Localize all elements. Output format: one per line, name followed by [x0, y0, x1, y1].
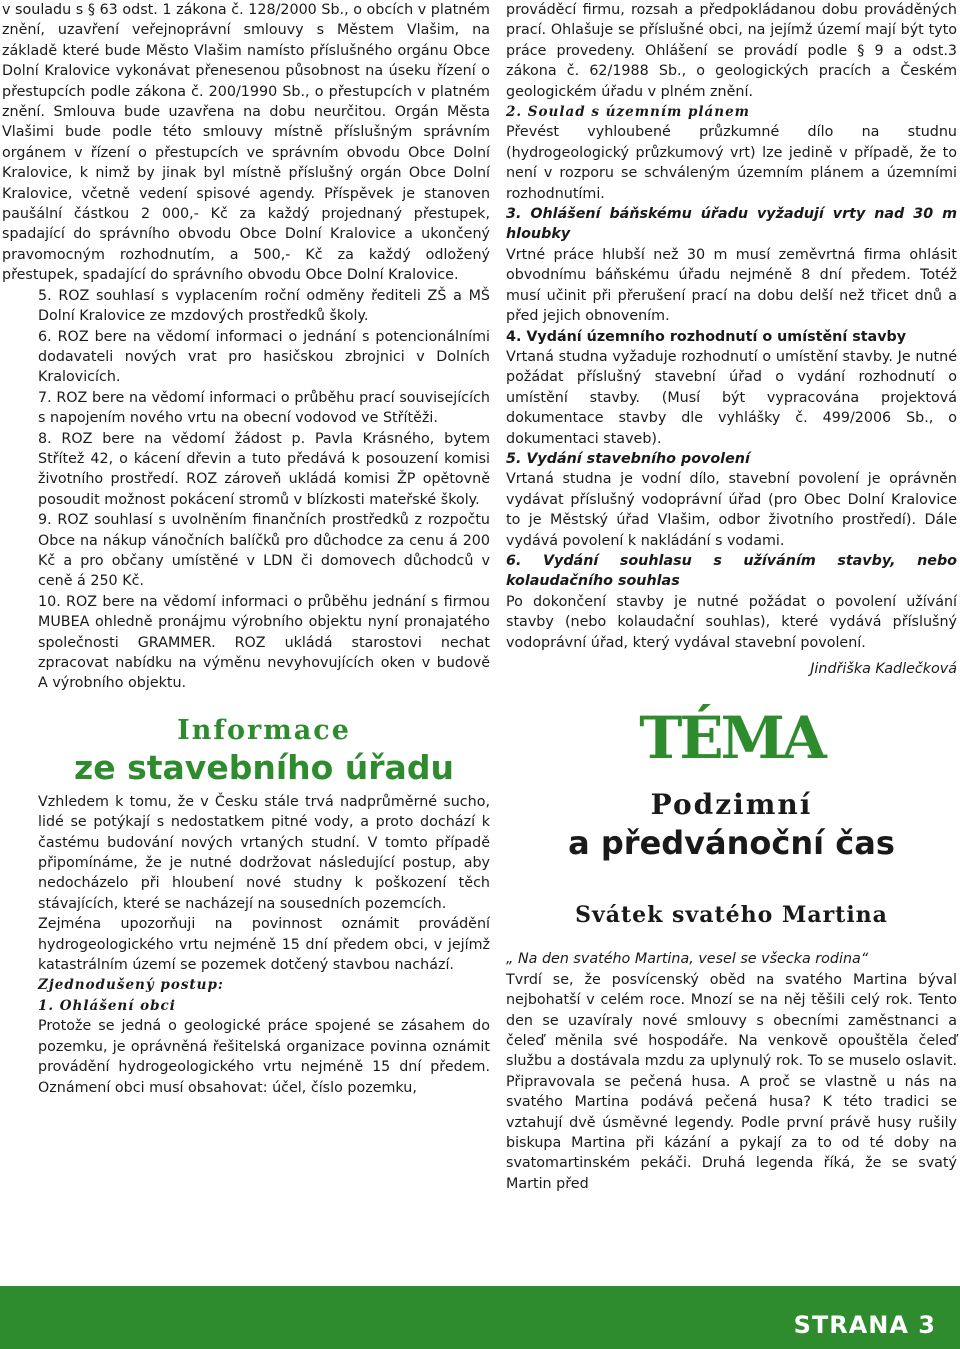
article-title-line-1: Podzimní	[650, 788, 813, 822]
step-6-text: Po dokončení stavby je nutné požádat o povolení užívání stavby (nebo kolaudační souhlas), které vydává příslušný vodoprávní úřad, který vydával stavební povolení.	[506, 593, 957, 651]
procedure-heading: Zjednodušený postup:	[38, 977, 224, 994]
step-3-heading: 3. Ohlášení báňskému úřadu vyžadují vrty nad 30 m hloubky	[506, 206, 957, 243]
council-resolution-7: 7. ROZ bere na vědomí informaci o průběhu prací souvisejících s napojením nového vrtu na obecní vodovod ve Střítěži.	[38, 389, 490, 427]
council-resolution-10: 10. ROZ bere na vědomí informaci o průběhu jednání s firmou MUBEA ohledně pronájmu výrobního objektu nyní pronajatého společnosti GRAMMER. ROZ ukládá starostovi nechat zpracovat nabídku na výměnu nevyhovujících oken v budově A výrobního objektu.	[38, 593, 490, 692]
article-quote: „ Na den svatého Martina, vesel se všecka rodina“	[506, 951, 869, 968]
step-5-heading: 5. Vydání stavebního povolení	[506, 450, 750, 467]
info-paragraph-1: Vzhledem k tomu, že v Česku stále trvá nadprůměrné sucho, lidé se potýkají s nedostatkem pitné vody, a proto dochází k častému budování nových vrtaných studní. V tomto případě připomínáme, že je nutné dodržovat následující postup, aby nedocházelo při hloubení nové studny k poškození těch stávajících, které se nacházejí na sousedních pozemcích.	[38, 793, 490, 912]
step-2-text: Převést vyhloubené průzkumné dílo na studnu (hydrogeologický průzkumový vrt) lze jedině v případě, že to není v rozporu se schváleným územním plánem a územními rozhodnutími.	[506, 124, 957, 202]
council-resolution-6: 6. ROZ bere na vědomí informaci o jednání s potencionálními dodavateli nových vrat pro hasičskou zbrojnici v Dolních Kralovicích.	[38, 328, 490, 386]
council-resolution-8: 8. ROZ bere na vědomí žádost p. Pavla Krásného, bytem Střítež 42, o kácení dřevin a tuto předává k posouzení komisi životního prostředí. ROZ zároveň ukládá komisi ŽP opětovně posoudit možnost pokácení stromů v blízkosti mateřské školy.	[38, 430, 490, 508]
council-resolution-4: v souladu s § 63 odst. 1 zákona č. 128/2000 Sb., o obcích v platném znění, uzavření veřejnoprávní smlouvy s Městem Vlašim, na základě které bude Město Vlašim namísto příslušného orgánu Obce Dolní Kralovice vykonávat přenesenou působnost na úseku řízení o přestupcích podle zákona č. 200/1990 Sb., o přestupcích v platném znění. Smlouva bude uzavřena na dobu neurčitou. Orgán Města Vlašimi bude podle této smlouvy místně příslušným správním orgánem v řízení o přestupcích ve správním obvodu Obce Dolní Kralovice, k nimž by jinak byl místně příslušný orgán Obce Dolní Kralovice, včetně vedení spisové agendy. Příspěvek je stanoven paušální částkou 2 000,- Kč za každý projednaný přestupek, spadající do správního obvodu Obce Dolní Kralovice a ukončený pravomocným rozhodnutím, a 500,- Kč za každý odložený přestupek, spadající do správního obvodu Obce Dolní Kralovice.	[2, 2, 490, 284]
step-6-heading: 6. Vydání souhlasu s užíváním stavby, nebo kolaudačního souhlas	[506, 552, 957, 590]
right-column	[506, 0, 957, 1194]
step-3-text: Vrtné práce hlubší než 30 m musí zeměvrtná firma ohlásit obvodnímu báňskému úřadu nejméně 8 dní předem. Totéž musí učinit při přerušení prací na dobu delší než třicet dnů a před jejich obnovením.	[506, 246, 957, 325]
step-1-text: Protože se jedná o geologické práce spojené se zásahem do pozemku, je oprávněná řešitelská organizace povinna oznámit provádění hydrogeologického vrtu nejméně 15 dní předem. Oznámení obci musí obsahovat: účel, číslo pozemku,	[38, 1018, 490, 1096]
step-5-text: Vrtaná studna je vodní dílo, stavební povolení je oprávněn vydávat příslušný vodoprávní úřad (pro Obec Dolní Kralovice to je Městský úřad Vlašim, odbor životního prostředí). Dále vydává povolení k nakládání s vodami.	[506, 471, 957, 549]
article-title-line-2: a předvánoční čas	[568, 824, 895, 863]
council-resolution-9: 9. ROZ souhlasí s uvolněním finančních prostředků z rozpočtu Obce na nákup vánočních balíčků pro důchodce za cenu á 200 Kč a pro občany umístěné v LDN či domovech důchodců v ceně á 250 Kč.	[38, 512, 490, 590]
article-text: Tvrdí se, že posvícenský oběd na svatého Martina býval nejbohatší v celém roce. Mnozí se na něj těšili celý rok. Tento den se uzavíraly nové smlouvy s obecními zaměstnanci a čeleď měnila své hospodáře. Na venkově opouštěla čeleď službu a dostávala mzdu za uplynulý rok. To se muselo oslavit. Připravovala se pečená husa. A proč se vlastně u nás na svatého Martina podává pečená husa? K této tradici se vztahují dvě úsměvné legendy. Podle první právě husy rušily biskupa Martina při kázání a pykají za to od té doby na svatomartinském pekáči. Druhá legenda říká, že se svatý Martin před	[506, 971, 957, 1192]
author-signature: Jindřiška Kadlečková	[810, 661, 957, 677]
step-4-heading: 4. Vydání územního rozhodnutí o umístění stavby	[506, 328, 907, 345]
info-section-subtitle: ze stavebního úřadu	[74, 747, 454, 787]
step-2-heading: 2. Soulad s územním plánem	[506, 104, 750, 121]
info-paragraph-2: Zejména upozorňuji na povinnost oznámit provádění hydrogeologického vrtu nejméně 15 dní předem obci, v jejímž katastrálním území se pozemek dotčený stavbou nachází.	[38, 916, 490, 974]
council-resolution-5: 5. ROZ souhlasí s vyplacením roční odměny řediteli ZŠ a MŠ Dolní Kralovice ze mzdových prostředků školy.	[38, 287, 490, 325]
article-subtitle: Svátek svatého Martina	[575, 902, 888, 929]
tema-title: TÉMA	[639, 704, 824, 773]
step-1-continued: prováděcí firmu, rozsah a předpokládanou dobu prováděných prací. Ohlašuje se příslušné obci, na jejímž území mají být tyto práce provedeny. Ohlášení se provádí podle § 9 a odst.3 zákona č. 62/1988 Sb., o geologických pracích a Českém geologickém úřadu v plném znění.	[506, 2, 957, 100]
step-1-heading: 1. Ohlášení obci	[38, 997, 176, 1014]
page-number-label: STRANA 3	[793, 1311, 936, 1339]
info-section-title: Informace	[177, 714, 351, 746]
footer-bar	[0, 1286, 960, 1349]
left-column	[2, 0, 490, 1098]
step-4-text: Vrtaná studna vyžaduje rozhodnutí o umístění stavby. Je nutné požádat příslušný stavební úřad o vydání rozhodnutí o umístění stavby. (Musí být vypracována projektová dokumentace stavby dle vyhlášky č. 499/2006 Sb., o dokumentaci staveb).	[506, 348, 957, 447]
